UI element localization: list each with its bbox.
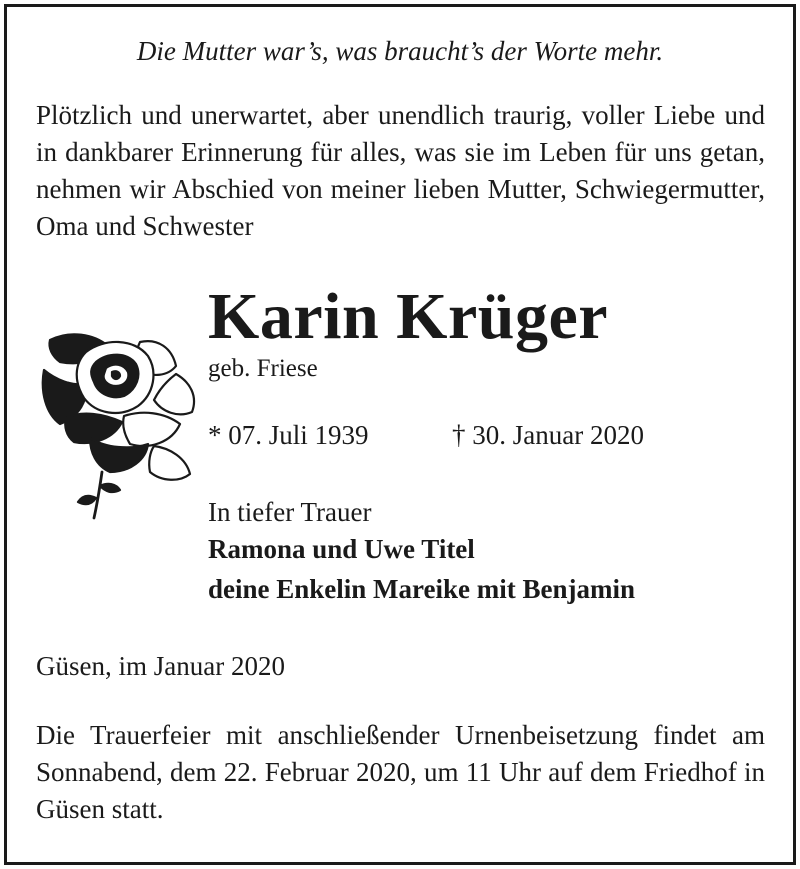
mourner-line: deine Enkelin Mareike mit Benjamin [208, 574, 636, 604]
funeral-info: Die Trauerfeier mit anschließender Urnenbeisetzung findet am Sonnabend, dem 22. Februar 2020, um 11 Uhr auf dem Friedhof in Güsen statt. [36, 720, 765, 824]
mourning-intro: In tiefer Trauer [208, 497, 372, 527]
motto: Die Mutter war’s, was braucht’s der Worte mehr. [136, 36, 664, 66]
rose-icon [30, 326, 208, 522]
intro-text: Plötzlich und unerwartet, aber unendlich traurig, voller Liebe und in dankbarer Erinnerung für alles, was sie im Leben für uns getan, nehmen wir Abschied von meiner lieben Mutter, Schwiegermutter, Oma und Schwester [36, 100, 765, 241]
place-date: Güsen, im Januar 2020 [36, 651, 285, 681]
mourner-line: Ramona und Uwe Titel [208, 534, 475, 564]
death-date: † 30. Januar 2020 [452, 420, 644, 450]
deceased-name: Karin Krüger [208, 280, 609, 353]
maiden-name: geb. Friese [208, 355, 318, 382]
birth-date: * 07. Juli 1939 [208, 420, 369, 450]
